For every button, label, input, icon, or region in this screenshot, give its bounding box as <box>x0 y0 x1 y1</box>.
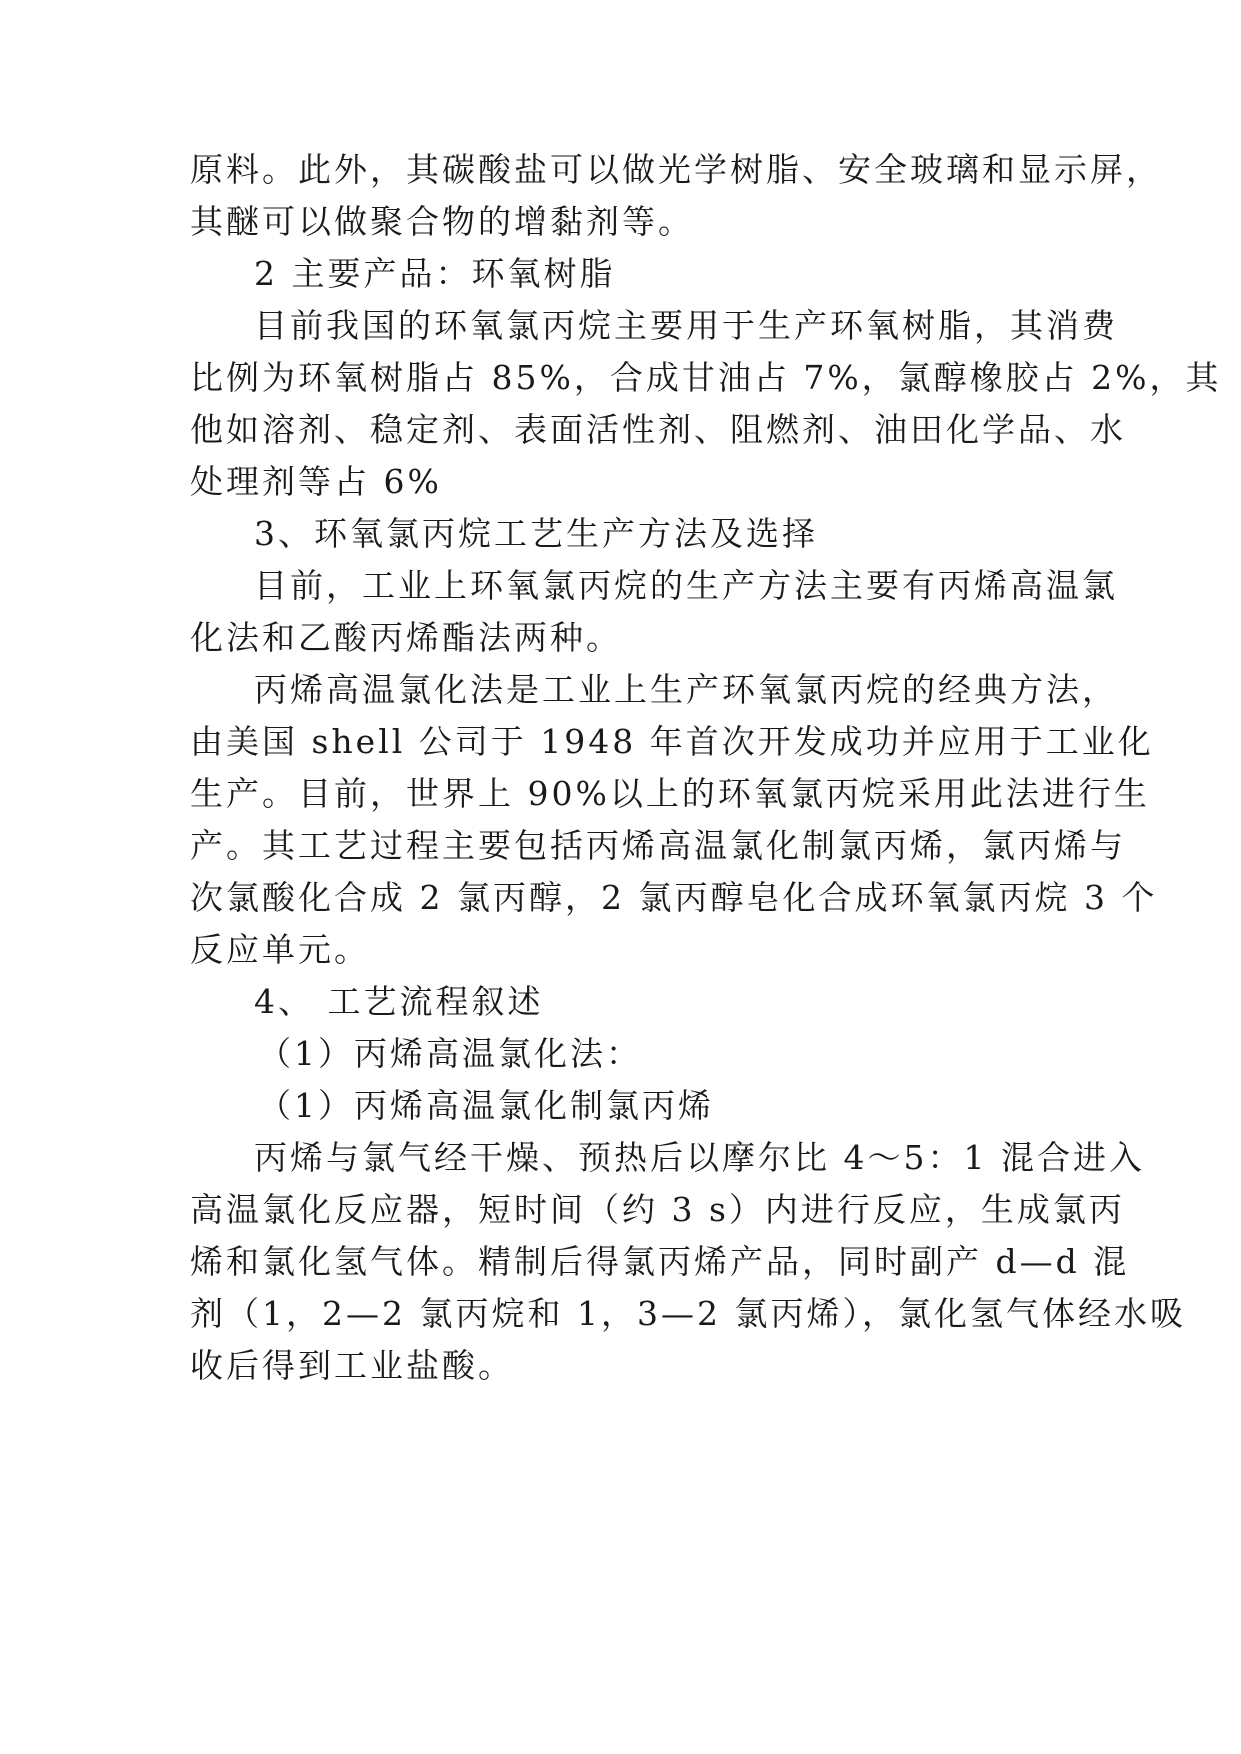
text-line: 他如溶剂、稳定剂、表面活性剂、阻燃剂、油田化学品、水 <box>190 410 1126 449</box>
text-line: 处理剂等占 6% <box>190 462 442 501</box>
text-line: 目前我国的环氧氯丙烷主要用于生产环氧树脂，其消费 <box>254 306 1118 345</box>
section-heading: 3、环氧氯丙烷工艺生产方法及选择 <box>254 514 818 553</box>
text-line: 生产。目前，世界上 90%以上的环氧氯丙烷采用此法进行生 <box>190 774 1150 813</box>
section-heading: 2 主要产品：环氧树脂 <box>254 254 616 293</box>
text-line: 高温氯化反应器，短时间（约 3 s）内进行反应，生成氯丙 <box>190 1190 1125 1229</box>
text-line: 反应单元。 <box>190 930 370 969</box>
text-line: 丙烯与氯气经干燥、预热后以摩尔比 4～5：1 混合进入 <box>254 1138 1145 1177</box>
subsection-heading: （1）丙烯高温氯化制氯丙烯 <box>258 1086 714 1125</box>
text-line: 产。其工艺过程主要包括丙烯高温氯化制氯丙烯，氯丙烯与 <box>190 826 1126 865</box>
subsection-heading: （1）丙烯高温氯化法： <box>258 1034 642 1073</box>
text-line: 由美国 shell 公司于 1948 年首次开发成功并应用于工业化 <box>190 722 1154 761</box>
section-heading: 4、 工艺流程叙述 <box>254 982 544 1021</box>
text-line: 化法和乙酸丙烯酯法两种。 <box>190 618 622 657</box>
text-line: 目前，工业上环氧氯丙烷的生产方法主要有丙烯高温氯 <box>254 566 1118 605</box>
text-line: 剂（1，2—2 氯丙烷和 1，3—2 氯丙烯），氯化氢气体经水吸 <box>190 1294 1186 1333</box>
text-line: 原料。此外，其碳酸盐可以做光学树脂、安全玻璃和显示屏， <box>190 150 1162 189</box>
text-line: 其醚可以做聚合物的增黏剂等。 <box>190 202 694 241</box>
text-line: 比例为环氧树脂占 85%，合成甘油占 7%，氯醇橡胶占 2%，其 <box>190 358 1222 397</box>
text-line: 丙烯高温氯化法是工业上生产环氧氯丙烷的经典方法， <box>254 670 1118 709</box>
text-line: 次氯酸化合成 2 氯丙醇，2 氯丙醇皂化合成环氧氯丙烷 3 个 <box>190 878 1158 917</box>
text-line: 收后得到工业盐酸。 <box>190 1346 514 1385</box>
text-line: 烯和氯化氢气体。精制后得氯丙烯产品，同时副产 d—d 混 <box>190 1242 1130 1281</box>
